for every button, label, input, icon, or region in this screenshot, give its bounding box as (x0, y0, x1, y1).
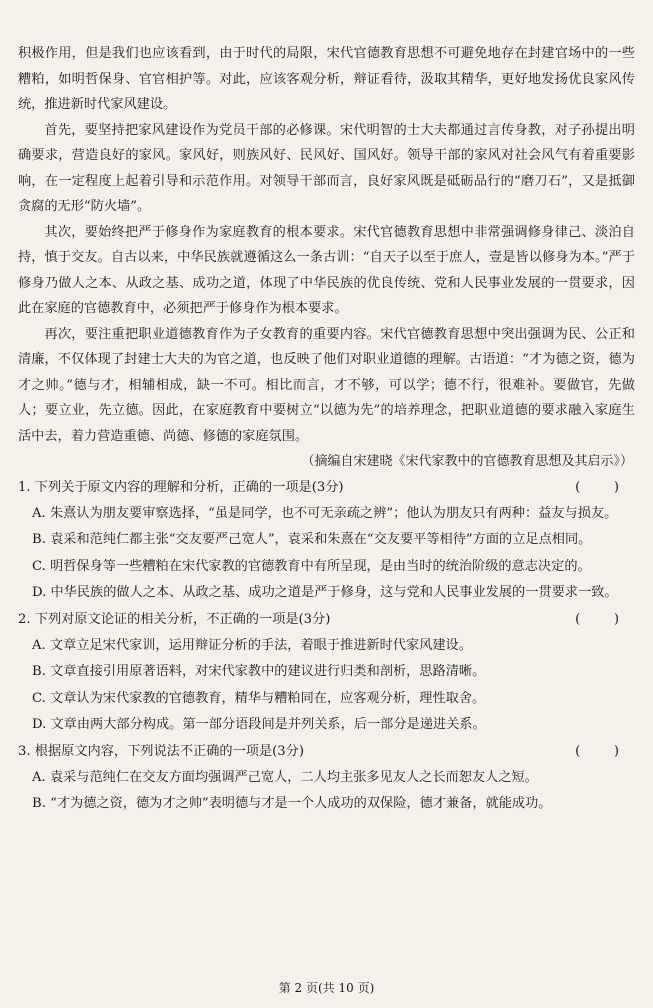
option-c: C. 明哲保身等一些糟粕在宋代家教的官德教育中有所呈现，是由当时的统治阶级的意志决定的。 (32, 558, 591, 574)
passage-paragraph: 其次，要始终把严于修身作为家庭教育的根本要求。宋代官德教育思想中非常强调修身律己、淡泊自持，慎于交友。自古以来，中华民族就遵循这么一条古训：“自天子以至于庶人，壹是皆以修身为本。”严于修身乃做人之本、从政之基、成功之道，体现了中华民族的优良传统、党和人民事业发展的一贯要求，因此在家庭的官德教育中，必须把严于修身作为根本要求。 (18, 224, 635, 316)
option-a: A. 袁采与范纯仁在交友方面均强调严己宽人，二人均主张多见友人之长而恕友人之短。 (32, 769, 538, 785)
option-c: C. 文章认为宋代家教的官德教育，精华与糟粕同在，应客观分析，理性取舍。 (32, 690, 486, 706)
question-text: 3. 根据原文内容，下列说法不正确的一项是(3分) (18, 743, 305, 759)
question-text: 2. 下列对原文论证的相关分析，不正确的一项是(3分) (18, 611, 331, 627)
question-stem (18, 607, 635, 633)
option-b: B. 文章直接引用原著语料，对宋代家教中的建议进行归类和剖析，思路清晰。 (32, 664, 486, 679)
question-stem (18, 739, 635, 765)
option-d: D. 文章由两大部分构成。第一部分语段间是并列关系，后一部分是递进关系。 (32, 717, 486, 732)
passage-paragraph: 再次，要注重把职业道德教育作为子女教育的重要内容。宋代官德教育思想中突出强调为民、公正和清廉，不仅体现了封建士大夫的为官之道，也反映了他们对职业道德的理解。古语道：“才为德之资，德为才之帅。”德与才，相辅相成，缺一不可。相比而言，才不够，可以学；德不行，很难补。要做官，先做人；要立业，先立德。因此，在家庭教育中要树立“以德为先”的培养理念，把职业道德的要求融入家庭生活中去，着力营造重德、尚德、修德的家庭氛围。 (18, 326, 635, 444)
question-text: 1. 下列关于原文内容的理解和分析，正确的一项是(3分) (18, 479, 344, 495)
option-a: A. 朱熹认为朋友要审察选择，“虽是同学，也不可无亲疏之辨”；他认为朋友只有两种：益友与损友。 (32, 505, 618, 521)
option-a: A. 文章立足宋代家训，运用辩证分析的手法，着眼于推进新时代家风建设。 (32, 637, 472, 653)
passage-paragraph: 积极作用，但是我们也应该看到，由于时代的局限，宋代官德教育思想不可避免地存在封建官场中的一些糟粕，如明哲保身、官官相护等。对此，应该客观分析，辩证看待，汲取其精华，更好地发扬优良家风传统，推进新时代家风建设。 (18, 46, 635, 112)
option-b: B. 袁采和范纯仁都主张“交友要严己宽人”，袁采和朱熹在“交友要平等相待”方面的立足点相同。 (32, 532, 592, 547)
option-d: D. 中华民族的做人之本、从政之基、成功之道是严于修身，这与党和人民事业发展的一贯要求一致。 (32, 585, 618, 600)
answer-bracket: ( ) (575, 743, 619, 759)
passage-source: （摘编自宋建晓《宋代家教中的官德教育思想及其启示》） (301, 454, 633, 469)
option-b: B. “才为德之资，德为才之帅”表明德与才是一个人成功的双保险，德才兼备，就能成功。 (32, 796, 552, 811)
page-footer: 第 2 页(共 10 页) (278, 981, 375, 995)
answer-bracket: ( ) (575, 479, 619, 495)
passage-paragraph: 首先，要坚持把家风建设作为党员干部的必修课。宋代明智的士大夫都通过言传身教，对子孙提出明确要求，营造良好的家风。家风好，则族风好、民风好、国风好。领导干部的家风对社会风气有着重要影响，在一定程度上起着引导和示范作用。对领导干部而言，良好家风既是砥砺品行的“磨刀石”，又是抵御贪腐的无形“防火墙”。 (18, 122, 635, 214)
question-stem (18, 475, 635, 501)
answer-bracket: ( ) (575, 611, 619, 627)
